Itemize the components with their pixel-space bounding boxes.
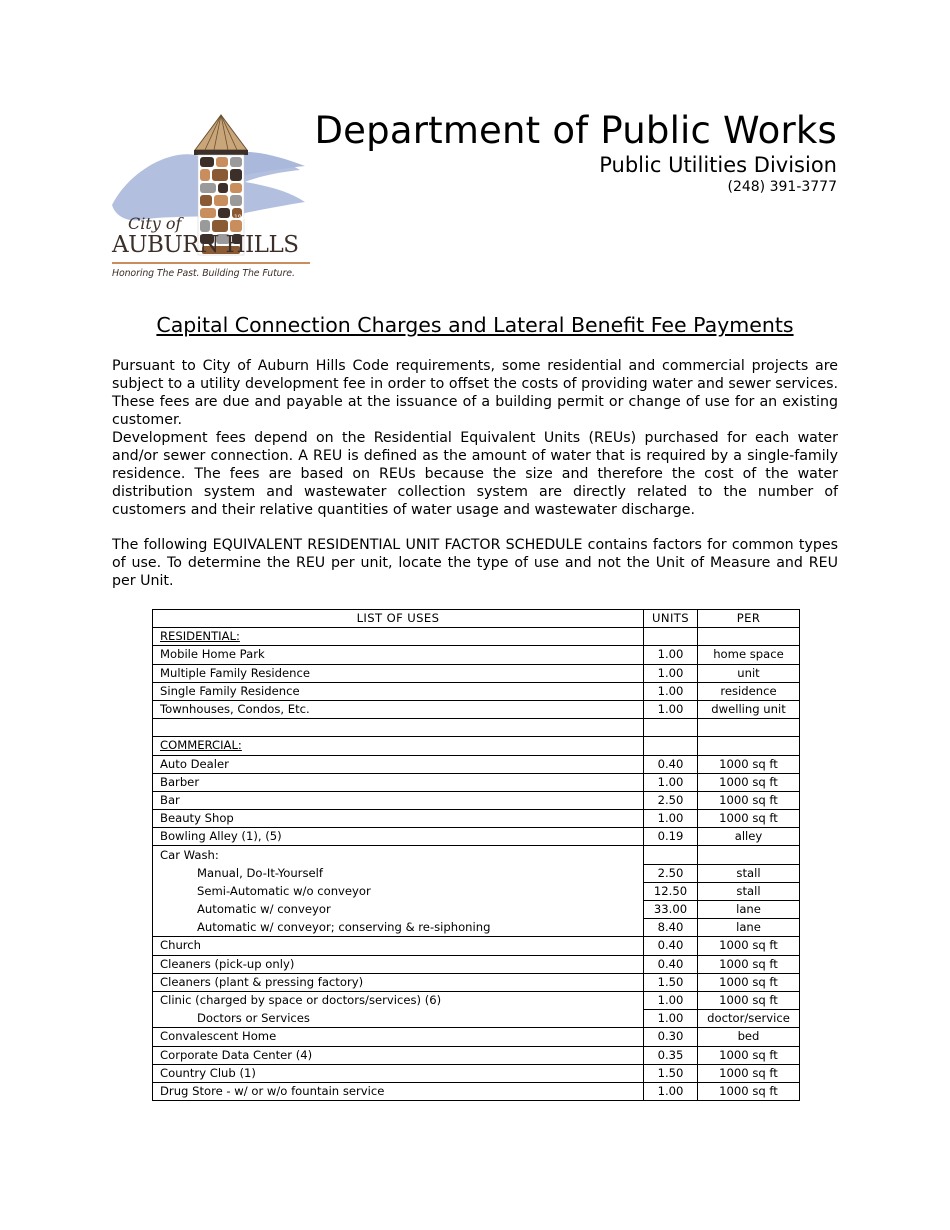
cell-per: 1000 sq ft [698, 955, 800, 973]
cell-use: Semi-Automatic w/o conveyor [153, 882, 644, 900]
svg-text:1983: 1983 [234, 214, 250, 221]
table-row [153, 664, 800, 682]
cell-use: Drug Store - w/ or w/o fountain service [153, 1082, 644, 1100]
cell-per: doctor/service [698, 1010, 800, 1028]
cell-units: 2.50 [644, 791, 698, 809]
cell-use: Church [153, 937, 644, 955]
table-row [153, 628, 800, 646]
cell-per: lane [698, 901, 800, 919]
department-title: Department of Public Works [314, 109, 837, 152]
cell-per: 1000 sq ft [698, 773, 800, 791]
cell-use: COMMERCIAL: [153, 737, 644, 755]
cell-per: alley [698, 828, 800, 846]
cell-use: Automatic w/ conveyor; conserving & re-siphoning [153, 919, 644, 937]
table-row [153, 737, 800, 755]
intro-paragraph: Pursuant to City of Auburn Hills Code requirements, some residential and commercial projects are subject to a utility development fee in order to offset the costs of providing water and sewer services. These fees are due and payable at the issuance of a building permit or change of use for an existing customer. [112, 358, 838, 428]
table-row [153, 882, 800, 900]
schedule-paragraph: The following EQUIVALENT RESIDENTIAL UNIT FACTOR SCHEDULE contains factors for common types of use. To determine the REU per unit, locate the type of use and not the Unit of Measure and REU per Unit. [112, 537, 838, 589]
cell-per: 1000 sq ft [698, 1046, 800, 1064]
cell-use: Auto Dealer [153, 755, 644, 773]
cell-units [644, 719, 698, 737]
table-row [153, 755, 800, 773]
cell-units: 1.00 [644, 810, 698, 828]
cell-per: 1000 sq ft [698, 755, 800, 773]
table-row [153, 973, 800, 991]
table-row [153, 901, 800, 919]
cell-units: 1.00 [644, 1082, 698, 1100]
cell-use: Cleaners (pick-up only) [153, 955, 644, 973]
cell-use: Bowling Alley (1), (5) [153, 828, 644, 846]
column-header-per: PER [698, 610, 800, 628]
column-header-units: UNITS [644, 610, 698, 628]
cell-use: Corporate Data Center (4) [153, 1046, 644, 1064]
cell-units: 1.00 [644, 682, 698, 700]
cell-use: Bar [153, 791, 644, 809]
logo-city-of: City of [128, 214, 182, 233]
table-row [153, 1046, 800, 1064]
cell-per: stall [698, 882, 800, 900]
cell-use: Barber [153, 773, 644, 791]
table-row [153, 773, 800, 791]
cell-per [698, 737, 800, 755]
cell-per: 1000 sq ft [698, 1082, 800, 1100]
cell-units: 8.40 [644, 919, 698, 937]
table-row [153, 937, 800, 955]
cell-units [644, 737, 698, 755]
table-row [153, 846, 800, 864]
table-row [153, 1028, 800, 1046]
cell-use: Country Club (1) [153, 1064, 644, 1082]
cell-units: 1.00 [644, 991, 698, 1009]
cell-units: 0.40 [644, 937, 698, 955]
page-header [314, 108, 837, 196]
cell-per: dwelling unit [698, 700, 800, 718]
cell-use: Clinic (charged by space or doctors/services) (6) [153, 991, 644, 1009]
table-row [153, 791, 800, 809]
cell-units: 0.30 [644, 1028, 698, 1046]
table-row [153, 828, 800, 846]
cell-use [153, 719, 644, 737]
cell-per: lane [698, 919, 800, 937]
logo-city-name: AUBURN HILLS [112, 232, 299, 258]
table-row [153, 646, 800, 664]
cell-per: unit [698, 664, 800, 682]
cell-use: Car Wash: [153, 846, 644, 864]
cell-units: 1.00 [644, 1010, 698, 1028]
table-row [153, 810, 800, 828]
cell-per: 1000 sq ft [698, 973, 800, 991]
cell-use: Townhouses, Condos, Etc. [153, 700, 644, 718]
cell-per: 1000 sq ft [698, 791, 800, 809]
cell-use: Doctors or Services [153, 1010, 644, 1028]
cell-units [644, 628, 698, 646]
cell-units: 0.35 [644, 1046, 698, 1064]
cell-units: 0.19 [644, 828, 698, 846]
city-logo [110, 110, 315, 290]
table-row [153, 955, 800, 973]
cell-use: Beauty Shop [153, 810, 644, 828]
table-header-row [153, 610, 800, 628]
logo-underline [112, 262, 310, 264]
cell-use: Multiple Family Residence [153, 664, 644, 682]
table-row [153, 700, 800, 718]
table-row [153, 919, 800, 937]
cell-units: 1.50 [644, 1064, 698, 1082]
table-row [153, 1064, 800, 1082]
cell-units: 1.00 [644, 664, 698, 682]
cell-per: home space [698, 646, 800, 664]
table-row [153, 1010, 800, 1028]
cell-units: 1.00 [644, 700, 698, 718]
column-header-uses: LIST OF USES [153, 610, 644, 628]
phone-number: (248) 391-3777 [727, 179, 837, 195]
cell-per: stall [698, 864, 800, 882]
table-row [153, 864, 800, 882]
cell-per [698, 628, 800, 646]
cell-units: 1.00 [644, 773, 698, 791]
reu-paragraph: Development fees depend on the Residential Equivalent Units (REUs) purchased for each water and/or sewer connection. A REU is defined as the amount of water that is required by a single-family residence. The fees are based on REUs because the size and therefore the cost of the water distribution system and wastewater collection system are directly related to the number of customers and their relative quantities of water usage and wastewater discharge. [112, 430, 838, 518]
cell-use: Manual, Do-It-Yourself [153, 864, 644, 882]
cell-per: 1000 sq ft [698, 1064, 800, 1082]
cell-per [698, 846, 800, 864]
cell-per [698, 719, 800, 737]
cell-per: residence [698, 682, 800, 700]
cell-units: 0.40 [644, 955, 698, 973]
cell-use: Cleaners (plant & pressing factory) [153, 973, 644, 991]
cell-per: 1000 sq ft [698, 810, 800, 828]
document-title: Capital Connection Charges and Lateral Benefit Fee Payments [156, 313, 794, 337]
cell-units: 2.50 [644, 864, 698, 882]
cell-per: bed [698, 1028, 800, 1046]
cell-units: 1.00 [644, 646, 698, 664]
table-row [153, 1082, 800, 1100]
cell-per: 1000 sq ft [698, 991, 800, 1009]
reu-factor-table [152, 609, 800, 1101]
division-name: Public Utilities Division [599, 153, 837, 177]
cell-use: Automatic w/ conveyor [153, 901, 644, 919]
cell-use: Single Family Residence [153, 682, 644, 700]
table-row [153, 682, 800, 700]
logo-tagline: Honoring The Past. Building The Future. [112, 268, 295, 279]
cell-units: 12.50 [644, 882, 698, 900]
cell-units: 33.00 [644, 901, 698, 919]
table-body [153, 628, 800, 1101]
cell-units: 1.50 [644, 973, 698, 991]
table-row [153, 991, 800, 1009]
cell-use: Mobile Home Park [153, 646, 644, 664]
cell-per: 1000 sq ft [698, 937, 800, 955]
cell-units [644, 846, 698, 864]
cell-use: Convalescent Home [153, 1028, 644, 1046]
table-row [153, 719, 800, 737]
cell-units: 0.40 [644, 755, 698, 773]
cell-use: RESIDENTIAL: [153, 628, 644, 646]
